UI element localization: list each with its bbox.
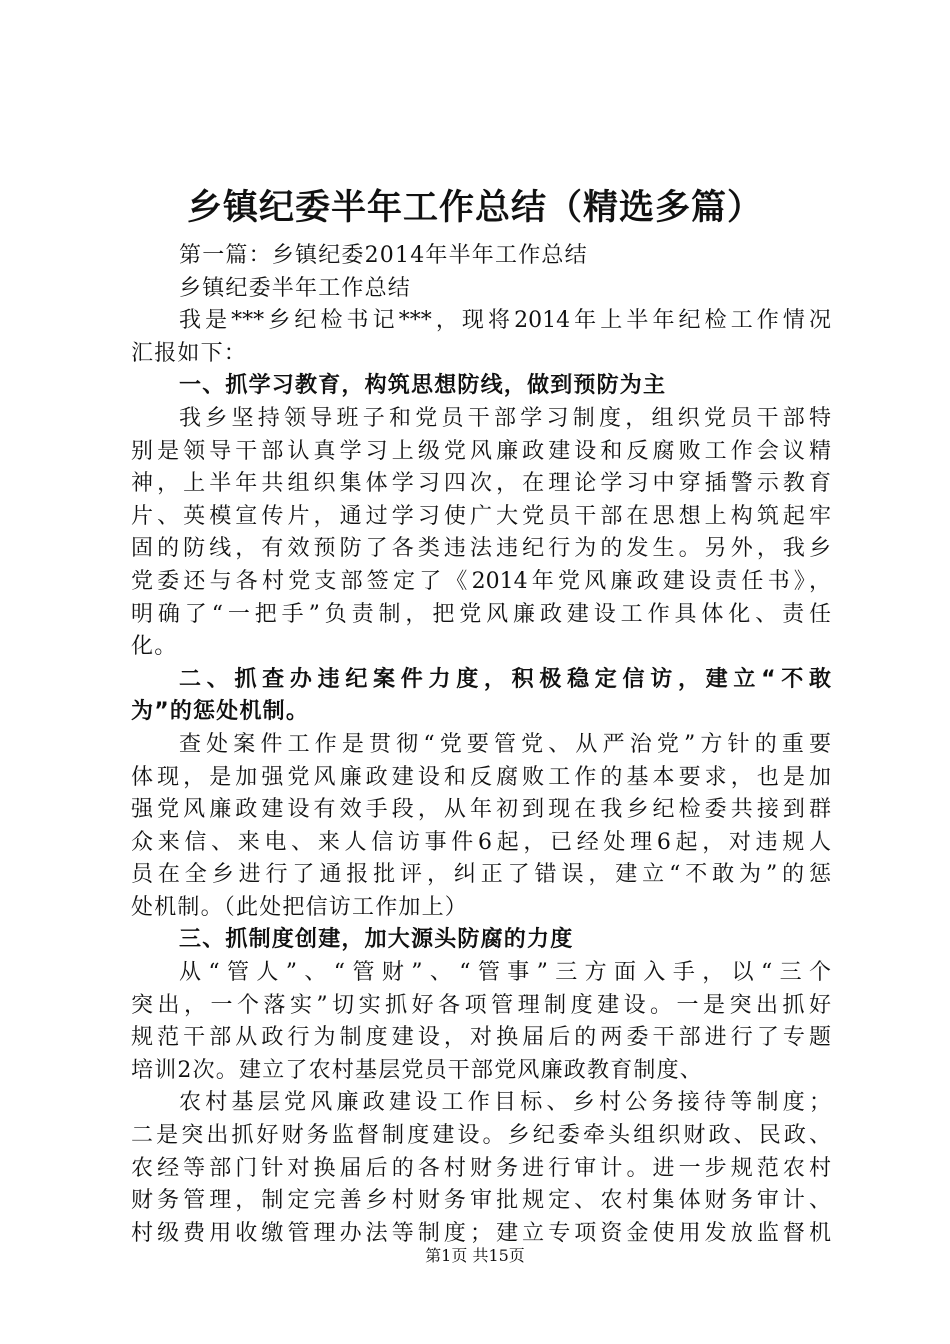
text-line: 突出，一个落实”切实抓好各项管理制度建设。一是突出抓好 xyxy=(131,992,831,1018)
text-line: 规范干部从政行为制度建设，对换届后的两委干部进行了专题 xyxy=(131,1025,831,1051)
section-heading: 二、抓查办违纪案件力度，积极稳定信访，建立“不敢 xyxy=(179,666,831,692)
text-line: 处机制。（此处把信访工作加上） xyxy=(131,894,469,920)
text-line: 片、英模宣传片，通过学习使广大党员干部在思想上构筑起牢 xyxy=(131,503,831,529)
text-line: 神，上半年共组织集体学习四次，在理论学习中穿插警示教育 xyxy=(131,471,831,497)
document-body xyxy=(131,240,831,1250)
text-line: 别是领导干部认真学习上级党风廉政建设和反腐败工作会议精 xyxy=(131,438,831,464)
section-heading: 三、抓制度创建，加大源头防腐的力度 xyxy=(179,927,574,953)
section-heading: 为”的惩处机制。 xyxy=(131,699,310,725)
text-line: 乡镇纪委半年工作总结 xyxy=(179,275,412,301)
text-line: 二是突出抓好财务监督制度建设。乡纪委牵头组织财政、民政、 xyxy=(131,1123,831,1149)
text-line: 村级费用收缴管理办法等制度；建立专项资金使用发放监督机 xyxy=(131,1220,831,1246)
text-line: 从“管人”、“管财”、“管事”三方面入手，以“三个 xyxy=(179,960,831,986)
text-line: 员在全乡进行了通报批评，纠正了错误，建立“不敢为”的惩 xyxy=(131,862,831,888)
text-line: 农村基层党风廉政建设工作目标、乡村公务接待等制度； xyxy=(179,1090,831,1116)
text-line: 体现，是加强党风廉政建设和反腐败工作的基本要求，也是加 xyxy=(131,764,831,790)
text-line: 培训2次。建立了农村基层党员干部党风廉政教育制度、 xyxy=(131,1057,703,1083)
text-line: 固的防线，有效预防了各类违法违纪行为的发生。另外，我乡 xyxy=(131,536,831,562)
text-line: 查处案件工作是贯彻“党要管党、从严治党”方针的重要 xyxy=(179,731,831,757)
page-number-footer: 第1页 共15页 xyxy=(425,1246,525,1265)
text-line: 财务管理，制定完善乡村财务审批规定、农村集体财务审计、 xyxy=(131,1188,831,1214)
text-line: 第一篇：乡镇纪委2014年半年工作总结 xyxy=(179,243,588,268)
text-line: 化。 xyxy=(131,634,178,660)
text-line: 党委还与各村党支部签定了《2014年党风廉政建设责任书》， xyxy=(131,568,831,594)
section-heading: 一、抓学习教育，构筑思想防线，做到预防为主 xyxy=(179,373,667,399)
text-line: 强党风廉政建设有效手段，从年初到现在我乡纪检委共接到群 xyxy=(131,797,831,823)
text-line: 众来信、来电、来人信访事件6起，已经处理6起，对违规人 xyxy=(131,829,831,855)
text-line: 我乡坚持领导班子和党员干部学习制度，组织党员干部特 xyxy=(179,405,831,431)
document-title: 乡镇纪委半年工作总结（精选多篇） xyxy=(186,187,763,228)
text-line: 汇报如下： xyxy=(131,340,248,366)
text-line: 明确了“一把手”负责制，把党风廉政建设工作具体化、责任 xyxy=(131,601,831,627)
text-line: 我是***乡纪检书记***，现将2014年上半年纪检工作情况 xyxy=(179,308,831,334)
text-line: 农经等部门针对换届后的各村财务进行审计。进一步规范农村 xyxy=(131,1155,831,1181)
